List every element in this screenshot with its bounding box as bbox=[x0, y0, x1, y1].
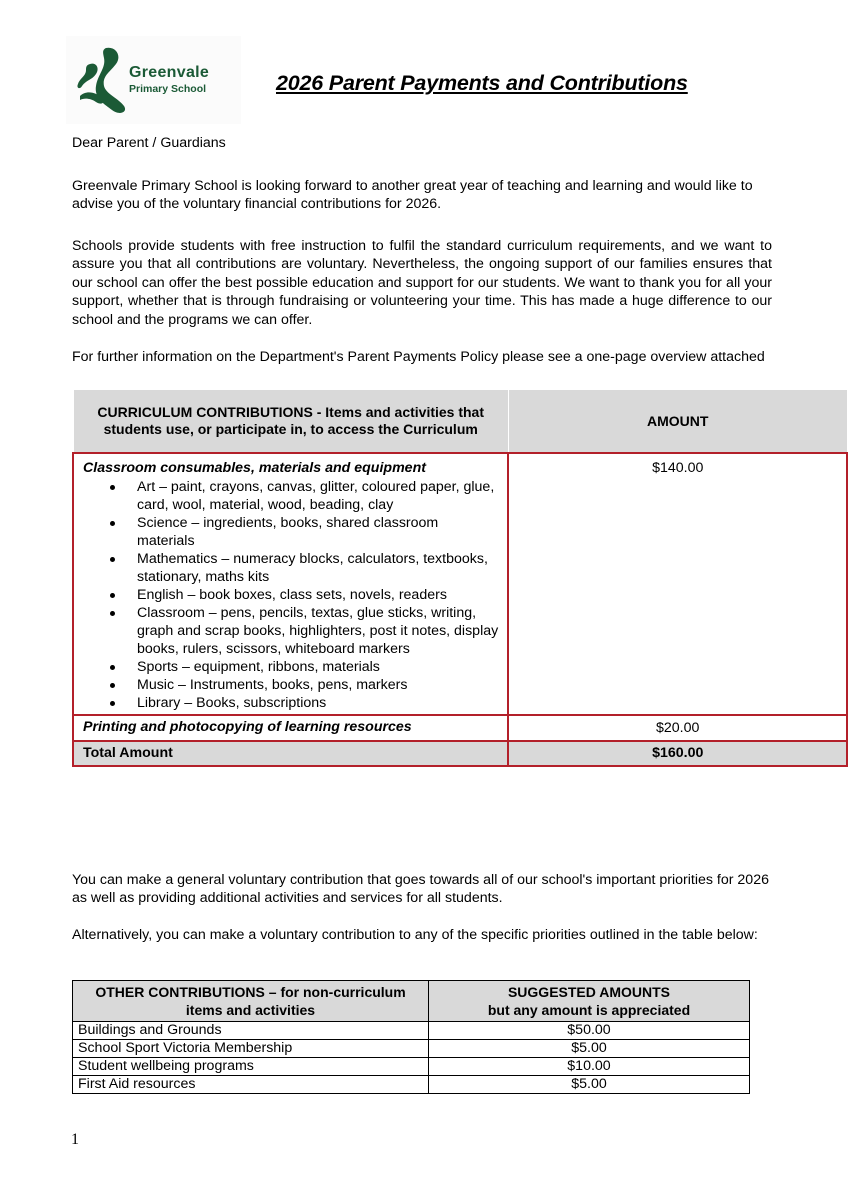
row-amount: $5.00 bbox=[429, 1040, 750, 1058]
school-leaf-logo-icon bbox=[76, 46, 132, 114]
other-contributions-table bbox=[72, 980, 750, 1094]
greeting: Dear Parent / Guardians bbox=[72, 135, 226, 151]
row-title: Classroom consumables, materials and equipment bbox=[83, 460, 426, 476]
logo-school-name: Greenvale bbox=[129, 64, 210, 81]
list-item: Art – paint, crayons, canvas, glitter, coloured paper, glue, card, wool, material, wood, beading, clay bbox=[137, 478, 498, 514]
amount-header: AMOUNT bbox=[508, 390, 847, 454]
total-row bbox=[73, 741, 847, 766]
voluntary-paragraph: Schools provide students with free instruction to fulfil the standard curriculum requirements, and we want to assure you that all contributions are voluntary. Nevertheless, the ongoing support of our families ensures that our school can offer the best possible education and support for our students. We want to thank you for all your support, whether that is through fundraising or volunteering your time. This has made a huge difference to our school and the programs we can offer. bbox=[72, 238, 772, 328]
row-amount: $10.00 bbox=[429, 1058, 750, 1076]
list-item: Sports – equipment, ribbons, materials bbox=[137, 658, 498, 676]
row-amount: $140.00 bbox=[508, 453, 847, 715]
row-title: Printing and photocopying of learning resources bbox=[83, 718, 412, 735]
policy-paragraph: For further information on the Department's Parent Payments Policy please see a one-page overview attached bbox=[72, 349, 765, 365]
table-row bbox=[73, 1058, 750, 1076]
intro-paragraph: Greenvale Primary School is looking forward to another great year of teaching and learning and would like to advise you of the voluntary financial contributions for 2026. bbox=[72, 178, 753, 213]
table-row bbox=[73, 1022, 750, 1040]
logo-school-subtitle: Primary School bbox=[129, 83, 207, 95]
curriculum-header: CURRICULUM CONTRIBUTIONS - Items and activities that students use, or participate in, to access the Curriculum bbox=[73, 390, 508, 454]
page-title: 2026 Parent Payments and Contributions bbox=[276, 71, 688, 95]
total-label: Total Amount bbox=[73, 741, 508, 766]
table-row bbox=[73, 1076, 750, 1094]
alternative-contribution-paragraph: Alternatively, you can make a voluntary contribution to any of the specific priorities outlined in the table below: bbox=[72, 927, 758, 943]
list-item: Library – Books, subscriptions bbox=[137, 694, 498, 712]
table-header-row bbox=[73, 981, 750, 1022]
table-row bbox=[73, 715, 847, 741]
page-number: 1 bbox=[71, 1131, 79, 1148]
table-header-row bbox=[73, 390, 847, 454]
row-label: First Aid resources bbox=[73, 1076, 429, 1094]
row-amount: $50.00 bbox=[429, 1022, 750, 1040]
list-item: Music – Instruments, books, pens, markers bbox=[137, 676, 498, 694]
table-row bbox=[73, 1040, 750, 1058]
list-item: English – book boxes, class sets, novels, readers bbox=[137, 586, 498, 604]
table-row bbox=[73, 453, 847, 715]
list-item: Classroom – pens, pencils, textas, glue sticks, writing, graph and scrap books, highlighters, post it notes, display books, rulers, scissors, whiteboard markers bbox=[137, 604, 499, 657]
school-logo bbox=[66, 36, 241, 124]
list-item: Science – ingredients, books, shared classroom materials bbox=[137, 514, 498, 550]
suggested-amounts-header bbox=[429, 981, 750, 1022]
suggested-amounts-note: but any amount is appreciated bbox=[487, 1002, 691, 1018]
suggested-amounts-title: SUGGESTED AMOUNTS bbox=[507, 983, 671, 1000]
row-label: School Sport Victoria Membership bbox=[73, 1040, 429, 1058]
row-amount: $20.00 bbox=[508, 715, 847, 741]
row-amount: $5.00 bbox=[429, 1076, 750, 1094]
bullet-list bbox=[83, 478, 498, 712]
row-label: Buildings and Grounds bbox=[73, 1022, 429, 1040]
list-item: Mathematics – numeracy blocks, calculators, textbooks, stationary, maths kits bbox=[137, 550, 498, 586]
total-amount: $160.00 bbox=[508, 741, 847, 766]
general-contribution-paragraph: You can make a general voluntary contribution that goes towards all of our school's important priorities for 2026 as well as providing additional activities and services for all students. bbox=[72, 872, 769, 907]
curriculum-contributions-table bbox=[72, 389, 848, 767]
row-label: Student wellbeing programs bbox=[73, 1058, 429, 1076]
other-contributions-header: OTHER CONTRIBUTIONS – for non-curriculum items and activities bbox=[73, 981, 429, 1022]
